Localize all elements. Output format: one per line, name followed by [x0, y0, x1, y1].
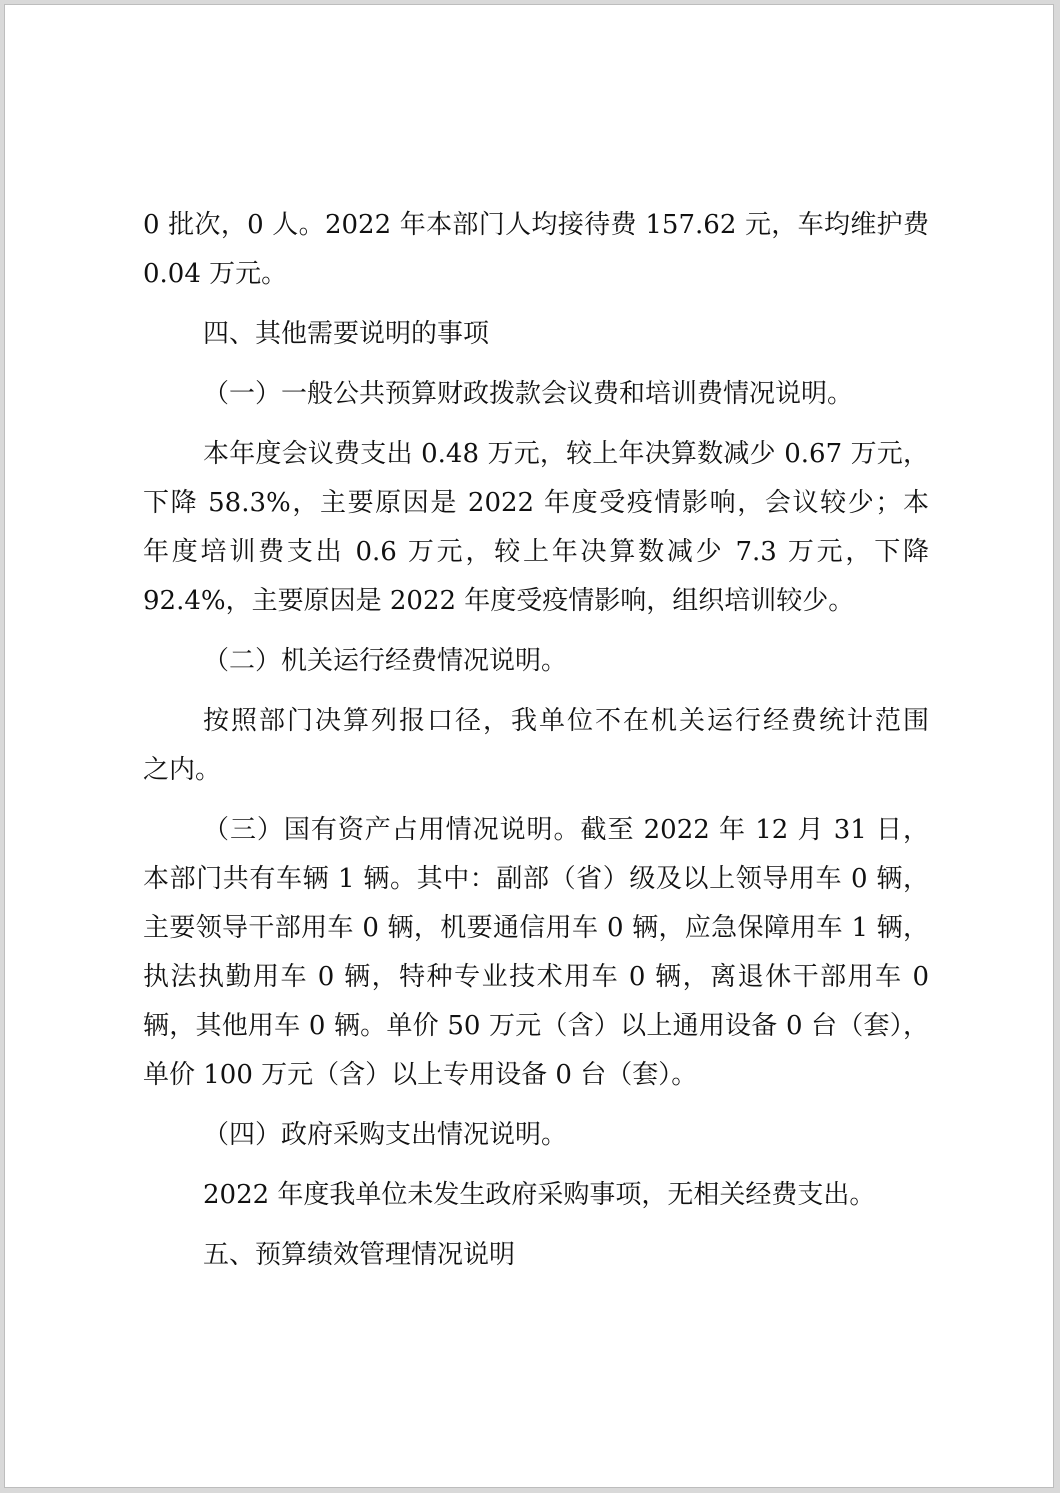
text-line: 年度培训费支出 0.6 万元，较上年决算数减少 7.3 万元，下降 — [143, 537, 929, 567]
text-line: 下降 58.3%，主要原因是 2022 年度受疫情影响，会议较少；本 — [143, 488, 929, 518]
subheading-meeting-training — [143, 370, 929, 419]
section-heading-performance — [143, 1231, 929, 1280]
subheading-procurement — [143, 1111, 929, 1160]
text-line: 本年度会议费支出 0.48 万元，较上年决算数减少 0.67 万元， — [203, 439, 929, 469]
document-body — [143, 201, 929, 1280]
text-line: 主要领导干部用车 0 辆，机要通信用车 0 辆，应急保障用车 1 辆， — [143, 913, 929, 943]
text-line: 辆，其他用车 0 辆。单价 50 万元（含）以上通用设备 0 台（套）， — [143, 1011, 929, 1041]
heading-line: 四、其他需要说明的事项 — [203, 319, 490, 349]
text-line: 92.4%，主要原因是 2022 年度受疫情影响，组织培训较少。 — [143, 586, 855, 616]
text-line: 之内。 — [143, 755, 222, 785]
paragraph-meeting-training — [143, 430, 929, 626]
heading-line: （一）一般公共预算财政拨款会议费和培训费情况说明。 — [203, 379, 854, 409]
paragraph-operating-funds — [143, 697, 929, 795]
heading-line: 五、预算绩效管理情况说明 — [203, 1240, 516, 1270]
heading-line: （四）政府采购支出情况说明。 — [203, 1120, 568, 1150]
text-line: （三）国有资产占用情况说明。截至 2022 年 12 月 31 日， — [203, 815, 929, 845]
text-line: 2022 年度我单位未发生政府采购事项，无相关经费支出。 — [203, 1180, 876, 1210]
text-line: 按照部门决算列报口径，我单位不在机关运行经费统计范围 — [203, 706, 929, 736]
text-line: 单价 100 万元（含）以上专用设备 0 台（套）。 — [143, 1060, 698, 1090]
paragraph-reception-expense — [143, 201, 929, 299]
text-line: 0.04 万元。 — [143, 259, 288, 289]
text-line: 执法执勤用车 0 辆，特种专业技术用车 0 辆，离退休干部用车 0 — [143, 962, 929, 992]
paragraph-procurement — [143, 1171, 929, 1220]
subheading-operating-funds — [143, 637, 929, 686]
paragraph-state-assets — [143, 806, 929, 1100]
section-heading-other-matters — [143, 310, 929, 359]
text-line: 0 批次，0 人。2022 年本部门人均接待费 157.62 元，车均维护费 — [143, 210, 929, 240]
text-line: 本部门共有车辆 1 辆。其中：副部（省）级及以上领导用车 0 辆， — [143, 864, 929, 894]
document-page — [4, 4, 1054, 1488]
heading-line: （二）机关运行经费情况说明。 — [203, 646, 568, 676]
